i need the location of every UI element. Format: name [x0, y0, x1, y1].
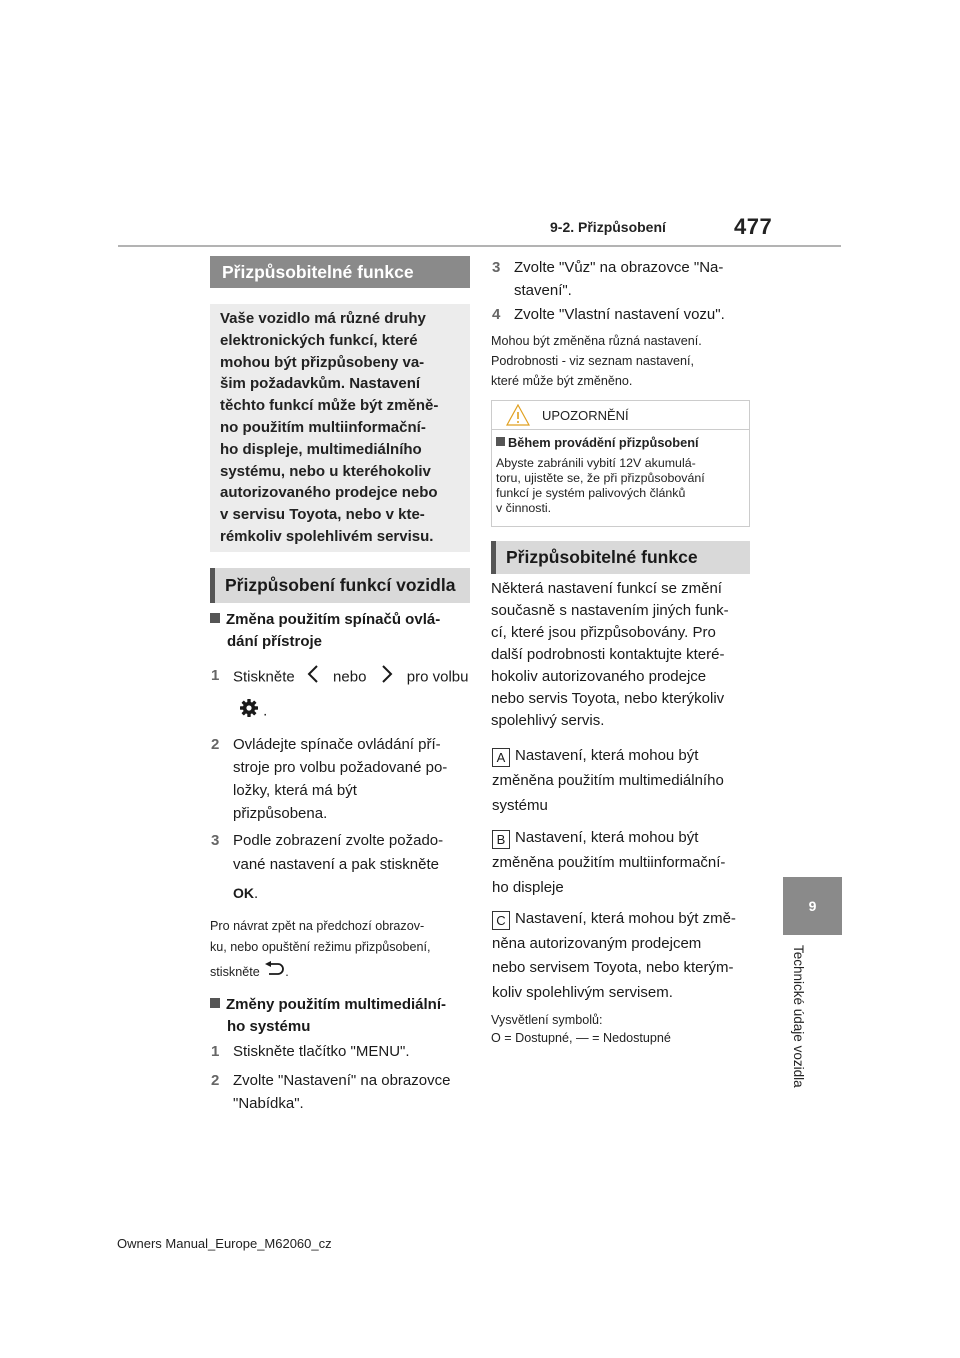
band-title: Přizpůsobení funkcí vozidla	[225, 575, 456, 595]
warning-line: funkcí je systém palivových článků	[496, 486, 686, 500]
footer-text: Owners Manual_Europe_M62060_cz	[117, 1236, 332, 1251]
section-band-vehicle-customization	[210, 568, 470, 603]
intro-paragraph	[491, 578, 761, 732]
intro-line: ho displeje, multimediálního	[220, 440, 422, 458]
section-band-customizable-functions	[210, 256, 470, 288]
subheading-line: Změna použitím spínačů ovlá-	[226, 611, 441, 628]
chapter-tab-label	[776, 945, 816, 1115]
item-line: něna autorizovaným prodejcem	[492, 934, 702, 952]
step-text: nebo	[333, 668, 367, 686]
paragraph-line: další podrobnosti kontaktujte které-	[491, 646, 725, 663]
intro-line: v servisu Toyota, nebo v kte-	[220, 506, 425, 524]
subheading-line: dání přístroje	[227, 633, 323, 650]
section-band-customizable-functions-2	[491, 541, 750, 574]
paragraph-line: současně s nastavením jiných funk-	[491, 602, 729, 619]
step-text: pro volbu	[406, 668, 469, 686]
intro-line: těchto funkcí může být změně-	[220, 397, 439, 415]
note-line: ku, nebo opuštění režimu přizpůsobení,	[210, 940, 431, 954]
square-bullet-icon	[210, 998, 220, 1008]
intro-line: rémkoliv spolehlivém servisu.	[220, 527, 434, 545]
step-number: 1	[211, 667, 220, 684]
paragraph-line: hokoliv autorizovaného prodejce	[491, 668, 707, 685]
band-title: Přizpůsobitelné funkce	[506, 547, 698, 567]
intro-line: Vaše vozidlo má různé druhy	[220, 310, 426, 327]
step-text: .	[263, 702, 268, 720]
chevron-right-icon	[381, 664, 393, 691]
step-text: Stiskněte tlačítko "MENU".	[233, 1043, 410, 1060]
paragraph-line: cí, které jsou přizpůsobovány. Pro	[491, 624, 716, 641]
step-number: 3	[211, 832, 220, 849]
intro-line: mohou být přizpůsobeny va-	[220, 353, 425, 371]
note-line: Podrobnosti - viz seznam nastavení,	[491, 354, 695, 368]
item-line: nebo servisem Toyota, nebo kterým-	[492, 959, 734, 976]
note-line: stiskněte	[210, 964, 260, 979]
subheading-multimedia	[210, 994, 475, 1038]
step-multimedia-3	[492, 256, 757, 304]
intro-box	[210, 304, 470, 552]
note-return	[210, 916, 480, 984]
symbol-legend	[491, 1011, 761, 1047]
warning-text	[496, 456, 741, 516]
page-number: 477	[734, 214, 773, 239]
chapter-number: 9	[808, 898, 817, 914]
step-multimedia-2	[211, 1069, 476, 1117]
legend-item-b	[492, 825, 762, 900]
intro-line: elektronických funkcí, které	[220, 331, 418, 349]
step-multimedia-1	[211, 1040, 476, 1064]
step-1	[211, 664, 476, 724]
item-line: systému	[492, 797, 548, 814]
step-line: stavení".	[514, 282, 572, 299]
step-line: stroje pro volbu požadované po-	[233, 759, 448, 776]
item-line: ho displeje	[492, 879, 564, 896]
item-line: Nastavení, která mohou být změ-	[515, 910, 736, 927]
intro-line: systému, nebo u kteréhokoliv	[220, 462, 431, 480]
band-title: Přizpůsobitelné funkce	[222, 261, 414, 282]
warning-subtitle	[496, 435, 699, 450]
step-line: "Nabídka".	[233, 1095, 304, 1112]
intro-line: šim požadavkům. Nastavení	[220, 375, 421, 393]
item-line: koliv spolehlivým servisem.	[492, 983, 673, 1001]
step-line: Ovládejte spínače ovládání pří-	[233, 736, 441, 753]
step-line: Podle zobrazení zvolte požado-	[233, 832, 444, 849]
step-line: Zvolte "Nastavení" na obrazovce	[233, 1072, 451, 1089]
legend-item-a	[492, 743, 762, 818]
legend-line: Vysvětlení symbolů:	[491, 1013, 603, 1027]
step-line: přizpůsobena.	[233, 805, 328, 822]
subheading-meter-switches	[210, 609, 475, 653]
settings-note	[491, 331, 756, 391]
section-title: 9-2. Přizpůsobení	[550, 219, 666, 235]
warning-line: Abyste zabránili vybití 12V akumulá-	[496, 456, 696, 470]
header-divider	[118, 245, 841, 247]
letter-c-badge: C	[492, 911, 510, 930]
paragraph-line: Některá nastavení funkcí se změní	[491, 580, 722, 597]
chapter-tab	[783, 877, 842, 935]
subheading-line: ho systému	[227, 1018, 311, 1035]
square-bullet-icon	[210, 613, 220, 623]
chevron-left-icon	[307, 664, 319, 691]
note-line: Pro návrat zpět na předchozí obrazov-	[210, 919, 425, 933]
intro-line: autorizovaného prodejce nebo	[220, 484, 438, 502]
step-text: Zvolte "Vlastní nastavení vozu".	[514, 306, 725, 323]
item-line: změněna použitím multiinformační-	[492, 854, 726, 871]
step-number: 2	[211, 1072, 220, 1089]
step-text: Stiskněte	[233, 668, 295, 686]
warning-line: v činnosti.	[496, 501, 552, 515]
warning-title: UPOZORNĚNÍ	[542, 408, 629, 423]
letter-a-badge: A	[492, 748, 510, 767]
ok-button-symbol: OK	[233, 885, 254, 901]
paragraph-line: nebo servis Toyota, nebo kterýkoliv	[491, 690, 725, 707]
step-number: 1	[211, 1043, 220, 1060]
chapter-label: Technické údaje vozidla	[791, 945, 806, 1088]
warning-subtitle-text: Během provádění přizpůsobení	[508, 435, 699, 450]
note-line: které může být změněno.	[491, 374, 633, 388]
intro-line: no použitím multiinformační-	[220, 418, 426, 436]
step-text: .	[254, 885, 259, 902]
subheading-line: Změny použitím multimediální-	[226, 996, 447, 1013]
step-multimedia-4	[492, 303, 757, 327]
step-3	[211, 829, 476, 909]
item-line: Nastavení, která mohou být	[515, 829, 699, 846]
item-line: změněna použitím multimediálního	[492, 772, 724, 789]
back-arrow-icon	[263, 961, 285, 984]
warning-header	[492, 401, 749, 430]
legend-item-c	[492, 907, 762, 1005]
square-bullet-icon	[496, 437, 505, 446]
step-number: 2	[211, 736, 220, 753]
warning-line: toru, ujistěte se, že při přizpůsobování	[496, 471, 705, 485]
step-line: ložky, která má být	[233, 782, 357, 799]
warning-box	[491, 400, 750, 527]
note-line: Mohou být změněna různá nastavení.	[491, 334, 702, 348]
legend-line: O = Dostupné, — = Nedostupné	[491, 1031, 671, 1045]
warning-triangle-icon	[506, 404, 530, 431]
settings-line	[239, 698, 267, 725]
paragraph-line: spolehlivý servis.	[491, 712, 605, 729]
step-2	[211, 733, 476, 825]
step-line: vané nastavení a pak stiskněte	[233, 856, 439, 873]
step-line: Zvolte "Vůz" na obrazovce "Na-	[514, 259, 724, 276]
note-line: .	[285, 964, 289, 979]
step-number: 4	[492, 306, 501, 323]
gear-icon	[239, 698, 259, 725]
letter-b-badge: B	[492, 830, 510, 849]
step-number: 3	[492, 259, 501, 276]
item-line: Nastavení, která mohou být	[515, 747, 699, 764]
